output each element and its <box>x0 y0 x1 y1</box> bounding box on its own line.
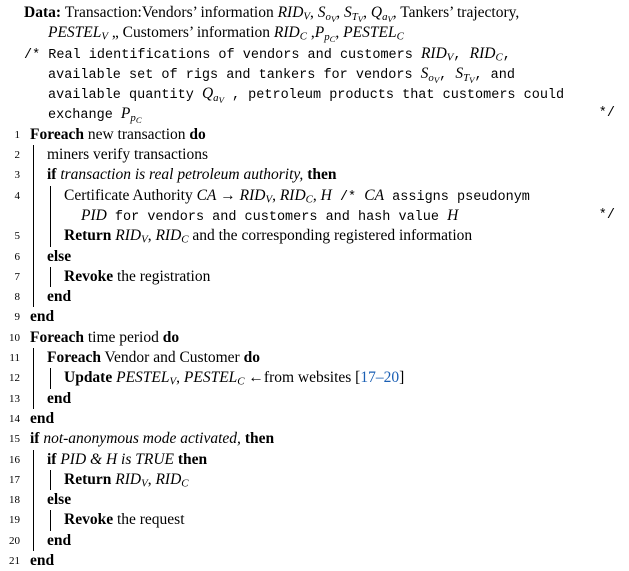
line-text <box>64 368 404 388</box>
line-text <box>48 64 515 86</box>
text: , <box>272 186 280 204</box>
keyword: end <box>47 531 72 549</box>
text: Certificate Authority <box>64 186 197 204</box>
line-text <box>30 429 274 449</box>
line-number: 16 <box>9 453 20 466</box>
line-number: 2 <box>14 149 20 162</box>
keyword: end <box>47 389 72 407</box>
indent-bar <box>33 267 34 287</box>
keyword: if <box>47 450 57 468</box>
text: , <box>363 4 371 21</box>
indent-bar <box>33 186 34 206</box>
algorithm-line-6 <box>0 247 629 267</box>
comment-text: , petroleum products that customers could <box>223 88 565 104</box>
comment-text: , <box>439 67 456 83</box>
algorithm-line-12 <box>0 368 629 388</box>
line-text <box>47 531 71 551</box>
keyword: Revoke <box>64 511 114 529</box>
line-number: 14 <box>9 412 20 425</box>
math-symbol: $RID_V$ <box>239 186 273 206</box>
indent-bar <box>50 470 51 490</box>
math-symbol: $P_{p_C}$ <box>120 105 142 126</box>
algorithm-line-1 <box>0 125 629 145</box>
indent-bar <box>33 450 34 470</box>
math-symbol: $RID_C$ <box>469 44 503 64</box>
math-symbol: PID <box>81 206 107 224</box>
text: the request <box>113 511 185 529</box>
algorithm-line-20 <box>0 531 629 551</box>
math-symbol: $Q_{a_V}$ <box>201 85 224 106</box>
line-text <box>48 23 404 43</box>
text: , <box>312 186 321 204</box>
keyword: Data: <box>24 4 65 21</box>
keyword: Update <box>64 369 113 387</box>
algorithm-line-2 <box>0 145 629 165</box>
indent-bar <box>33 247 34 267</box>
comment-text: /* <box>331 189 365 205</box>
line-text <box>47 247 71 267</box>
text: miners verify transactions <box>47 146 208 164</box>
line-text <box>64 186 530 208</box>
keyword: Revoke <box>64 267 114 285</box>
keyword: then <box>177 450 208 468</box>
math-symbol: $RID_V$ <box>115 470 148 490</box>
math-symbol: $S_{T_V}$ <box>455 64 475 85</box>
line-text <box>64 267 210 287</box>
comment-text: , and <box>474 67 515 83</box>
indent-bar <box>33 470 34 490</box>
algorithm-line-21 <box>0 551 629 571</box>
algorithm-line-16 <box>0 450 629 470</box>
line-text <box>47 145 208 165</box>
line-number: 3 <box>14 169 20 182</box>
line-number: 15 <box>9 433 20 446</box>
indent-bar <box>50 186 51 206</box>
algorithm-text-row <box>0 23 629 43</box>
algorithm-line-17 <box>0 470 629 490</box>
indent-bar <box>50 226 51 246</box>
algorithm-text-row <box>0 3 629 23</box>
line-number: 21 <box>9 555 20 568</box>
text: , Tankers’ trajectory, <box>392 4 520 21</box>
indent-bar <box>50 368 51 388</box>
line-number: 10 <box>9 331 20 344</box>
line-number: 8 <box>14 291 20 304</box>
algorithm-line-7 <box>0 267 629 287</box>
keyword: else <box>47 247 72 265</box>
indent-bar <box>33 226 34 246</box>
comment-text: for vendors and customers and hash value <box>106 209 448 225</box>
algorithm-text-row <box>0 44 629 64</box>
keyword: end <box>30 409 55 427</box>
comment-text: available quantity <box>48 88 202 104</box>
condition-text: not-anonymous mode activated, <box>39 430 245 448</box>
line-text <box>64 470 189 490</box>
text: and the corresponding registered information <box>188 227 473 245</box>
indent-bar <box>33 490 34 510</box>
math-symbol: H <box>320 186 332 204</box>
math-symbol: $PESTEL_C$ <box>183 369 245 389</box>
indent-bar <box>33 531 34 551</box>
keyword: Foreach <box>30 328 84 346</box>
math-symbol: $S_{o_V}$ <box>420 64 440 85</box>
math-symbol: $Q_{a_V}$ <box>370 4 393 24</box>
keyword: if <box>30 430 40 448</box>
math-symbol: $RID_C$ <box>155 470 189 490</box>
comment-text: , <box>502 47 511 63</box>
comment-text: exchange <box>48 108 121 124</box>
comment-text: /* Real identifications of vendors and customers <box>24 47 421 63</box>
line-number: 7 <box>14 270 20 283</box>
indent-bar <box>50 267 51 287</box>
line-text <box>64 510 185 530</box>
line-text <box>30 307 54 327</box>
text: ] <box>399 369 405 387</box>
algorithm-line-15 <box>0 429 629 449</box>
keyword: do <box>162 328 180 346</box>
indent-bar <box>33 348 34 368</box>
line-text <box>47 348 260 368</box>
text: new transaction <box>83 125 190 143</box>
indent-bar <box>33 368 34 388</box>
algorithm-text-row <box>0 64 629 84</box>
math-symbol: $RID_V$ <box>420 44 454 64</box>
indent-bar <box>33 145 34 165</box>
line-number: 18 <box>9 494 20 507</box>
algorithm-text-row <box>0 84 629 104</box>
keyword: do <box>189 125 206 143</box>
comment-text: available set of rigs and tankers for vendors <box>48 67 421 83</box>
condition-text: transaction is real petroleum authority, <box>56 166 308 184</box>
text: , <box>310 4 318 21</box>
math-symbol: $PESTEL_C$ <box>343 24 404 43</box>
text: , <box>147 227 156 245</box>
line-text <box>47 287 71 307</box>
math-symbol: $RID_C$ <box>155 227 189 246</box>
line-number: 13 <box>9 392 20 405</box>
keyword: if <box>47 166 57 184</box>
keyword: then <box>307 166 337 184</box>
line-number: 12 <box>9 372 20 385</box>
citation-link[interactable]: 17–20 <box>360 369 400 387</box>
keyword: Return <box>64 227 112 245</box>
math-symbol: CA <box>196 186 217 204</box>
line-number: 19 <box>9 514 20 527</box>
text: , <box>147 470 156 488</box>
line-text <box>30 409 54 429</box>
indent-bar <box>33 510 34 530</box>
keyword: Return <box>64 470 112 488</box>
comment-text: assigns pseudonym <box>384 189 530 205</box>
algorithm-line-13 <box>0 389 629 409</box>
indent-bar <box>33 206 34 226</box>
math-symbol: $PESTEL_V$ <box>48 24 109 43</box>
algorithm-line-9 <box>0 307 629 327</box>
keyword: Foreach <box>47 349 101 367</box>
math-symbol: $PESTEL_V$ <box>116 369 177 389</box>
line-text <box>30 328 179 348</box>
line-number: 9 <box>14 311 20 324</box>
text: , <box>335 24 344 42</box>
math-symbol: $P_{p_C}$ <box>314 24 336 45</box>
algorithm-line-19 <box>0 510 629 530</box>
algorithm-line-10 <box>0 328 629 348</box>
algorithm-text-row <box>0 206 629 226</box>
comment-close: */ <box>598 106 615 122</box>
text: ←from websites [ <box>244 369 361 387</box>
indent-bar <box>33 165 34 185</box>
line-text <box>48 84 564 106</box>
line-text <box>47 165 336 185</box>
algorithm-line-5 <box>0 226 629 246</box>
keyword: end <box>30 552 55 570</box>
math-symbol: $S_{o_V}$ <box>317 4 337 24</box>
math-symbol: $RID_V$ <box>115 227 148 246</box>
indent-bar <box>50 510 51 530</box>
math-symbol: $S_{T_V}$ <box>344 4 364 24</box>
comment-text: , <box>453 47 470 63</box>
text: , <box>176 369 184 387</box>
comment-close: */ <box>598 207 615 223</box>
line-number: 17 <box>9 473 20 486</box>
line-text <box>30 551 54 571</box>
math-symbol: $RID_V$ <box>277 4 311 23</box>
keyword: Foreach <box>30 125 84 143</box>
line-number: 6 <box>14 250 20 263</box>
keyword: else <box>47 491 72 509</box>
math-symbol: H <box>447 206 459 224</box>
keyword: end <box>47 288 72 306</box>
line-text <box>47 389 71 409</box>
text: Transaction:Vendors’ information <box>64 4 278 21</box>
line-number: 4 <box>14 189 20 202</box>
line-text <box>48 104 142 126</box>
line-text <box>24 44 511 66</box>
algorithm-line-4 <box>0 186 629 206</box>
text: the registration <box>113 267 211 285</box>
line-number: 5 <box>14 230 20 243</box>
indent-bar <box>50 206 51 226</box>
algorithm-line-8 <box>0 287 629 307</box>
text: „ Customers’ information <box>108 24 274 42</box>
math-symbol: $RID_C$ <box>279 186 313 206</box>
text: time period <box>83 328 163 346</box>
algorithm-line-11 <box>0 348 629 368</box>
indent-bar <box>33 389 34 409</box>
line-text <box>47 490 71 510</box>
line-text <box>47 450 207 470</box>
algorithm-line-3 <box>0 165 629 185</box>
indent-bar <box>33 287 34 307</box>
keyword: then <box>244 430 275 448</box>
condition-text: PID & H is TRUE <box>56 450 178 468</box>
line-number: 1 <box>14 128 20 141</box>
line-text <box>64 226 472 246</box>
algorithm-text-row <box>0 104 629 124</box>
algorithm-line-18 <box>0 490 629 510</box>
text: → <box>216 186 240 204</box>
keyword: do <box>243 349 260 367</box>
text: , <box>306 24 315 42</box>
line-text <box>81 206 458 228</box>
math-symbol: $RID_C$ <box>273 24 307 43</box>
math-symbol: CA <box>364 186 385 204</box>
text: , <box>336 4 345 21</box>
line-text <box>30 125 206 145</box>
line-number: 20 <box>9 534 20 547</box>
line-text <box>24 3 519 23</box>
line-number: 11 <box>9 352 20 365</box>
text: Vendor and Customer <box>100 349 244 367</box>
keyword: end <box>30 308 55 326</box>
algorithm-line-14 <box>0 409 629 429</box>
